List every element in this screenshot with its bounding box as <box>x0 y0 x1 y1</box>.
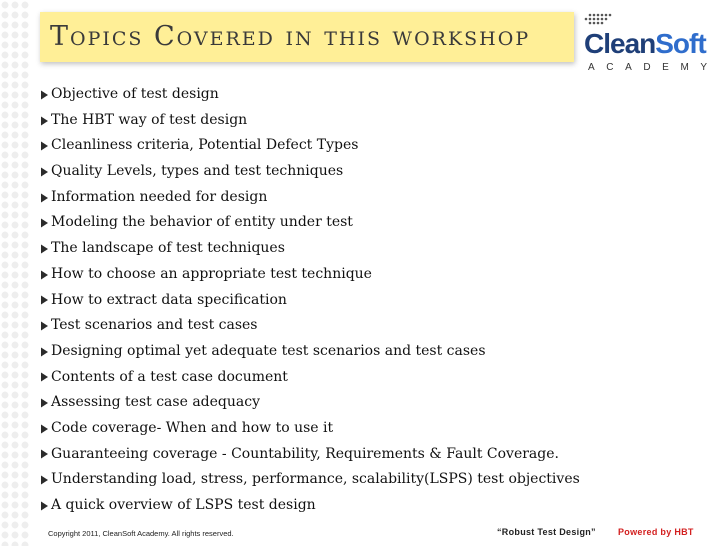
topic-item <box>40 288 580 314</box>
triangle-bullet-icon <box>40 398 49 408</box>
topic-text: Contents of a test case document <box>51 368 288 385</box>
triangle-bullet-icon <box>40 501 49 511</box>
topic-item <box>40 133 580 159</box>
triangle-bullet-icon <box>40 167 49 177</box>
decorative-dot-pattern <box>0 0 30 546</box>
topic-text: How to choose an appropriate test technique <box>51 265 372 282</box>
triangle-bullet-icon <box>40 449 49 459</box>
topic-item <box>40 493 580 519</box>
triangle-bullet-icon <box>40 475 49 485</box>
topic-text: The landscape of test techniques <box>51 240 285 257</box>
topic-item <box>40 210 580 236</box>
logo-wordmark <box>584 28 706 60</box>
topic-text: How to extract data specification <box>51 291 287 308</box>
topic-text: Understanding load, stress, performance, scalability(LSPS) test objectives <box>51 471 580 488</box>
topic-item <box>40 467 580 493</box>
slide-title: Topics Covered in this workshop <box>50 21 531 52</box>
topics-list <box>40 82 580 519</box>
topic-item <box>40 262 580 288</box>
topic-item <box>40 82 580 108</box>
topic-text: Cleanliness criteria, Potential Defect Types <box>51 137 359 154</box>
triangle-bullet-icon <box>40 424 49 434</box>
topic-item <box>40 313 580 339</box>
triangle-bullet-icon <box>40 347 49 357</box>
topic-text: A quick overview of LSPS test design <box>51 497 316 513</box>
topic-text: Modeling the behavior of entity under test <box>51 214 353 231</box>
topic-item <box>40 236 580 262</box>
logo-word-soft: Soft <box>655 28 706 59</box>
triangle-bullet-icon <box>40 372 49 382</box>
topic-text: Quality Levels, types and test techniques <box>51 163 344 180</box>
triangle-bullet-icon <box>40 90 49 100</box>
triangle-bullet-icon <box>40 141 49 151</box>
topic-text: Code coverage- When and how to use it <box>51 419 334 436</box>
triangle-bullet-icon <box>40 244 49 254</box>
triangle-bullet-icon <box>40 116 49 126</box>
topic-text: Test scenarios and test cases <box>51 317 258 334</box>
topic-item <box>40 339 580 365</box>
triangle-bullet-icon <box>40 321 49 331</box>
triangle-bullet-icon <box>40 270 49 280</box>
triangle-bullet-icon <box>40 295 49 305</box>
topic-text: Designing optimal yet adequate test scenarios and test cases <box>51 342 486 359</box>
topic-text: Guaranteeing coverage - Countability, Requirements & Fault Coverage. <box>51 445 559 462</box>
topic-item <box>40 416 580 442</box>
topic-item <box>40 159 580 185</box>
footer-powered-by: Powered by HBT <box>618 527 694 537</box>
topic-item <box>40 442 580 468</box>
topic-item <box>40 108 580 134</box>
topic-item <box>40 390 580 416</box>
title-banner <box>40 12 574 62</box>
cleansoft-logo <box>582 12 722 72</box>
footer-tagline: “Robust Test Design” <box>497 527 596 537</box>
topic-text: The HBT way of test design <box>51 111 248 128</box>
topic-text: Information needed for design <box>51 188 268 205</box>
topic-text: Assessing test case adequacy <box>51 394 260 411</box>
topic-item <box>40 365 580 391</box>
logo-academy-text: ACADEMY <box>588 62 719 73</box>
footer-copyright: Copyright 2011, CleanSoft Academy. All rights reserved. <box>48 529 234 538</box>
topic-item <box>40 185 580 211</box>
triangle-bullet-icon <box>40 193 49 203</box>
logo-word-clean: Clean <box>584 28 656 59</box>
topic-text: Objective of test design <box>51 86 219 102</box>
triangle-bullet-icon <box>40 218 49 228</box>
